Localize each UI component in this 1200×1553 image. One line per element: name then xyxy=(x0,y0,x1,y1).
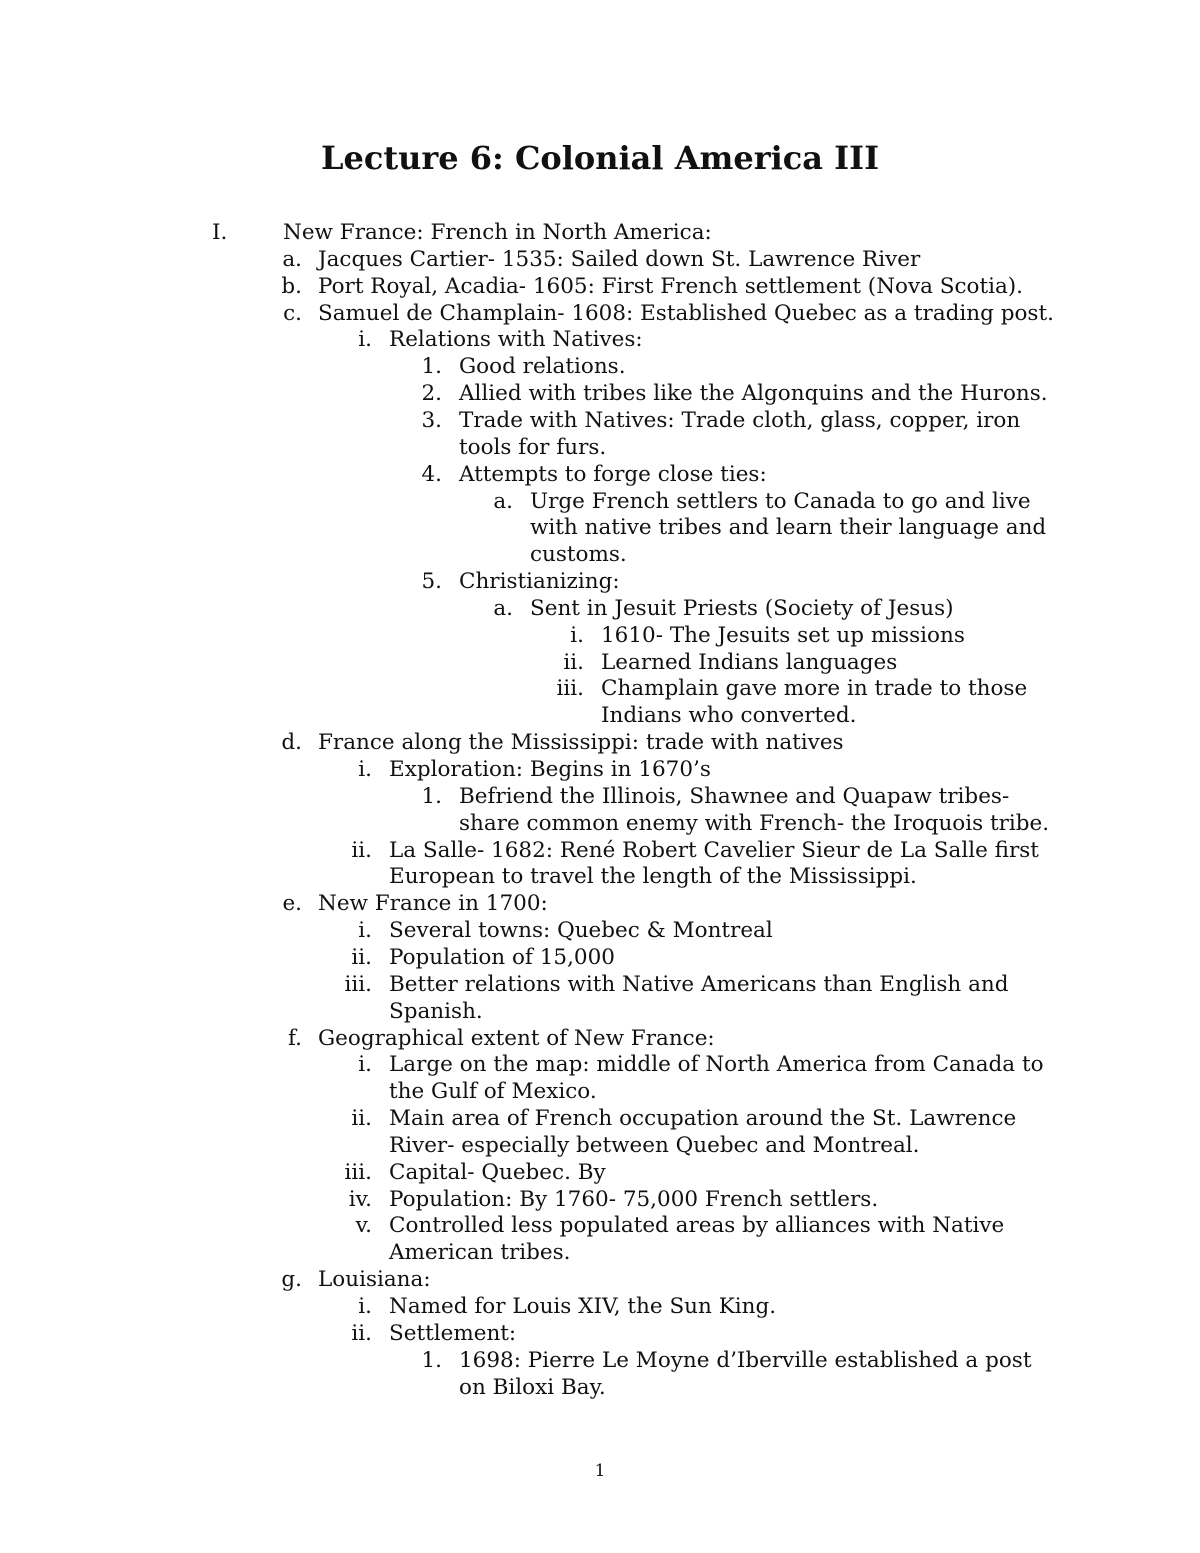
outline-marker: I. xyxy=(212,220,228,245)
outline-marker: i. xyxy=(358,918,372,944)
outline-line xyxy=(0,1133,1200,1160)
outline-line xyxy=(0,435,1200,462)
outline-text: Exploration: Begins in 1670’s xyxy=(389,757,711,782)
outline-line xyxy=(0,408,1200,435)
outline-text: Large on the map: middle of North America from Canada to xyxy=(389,1052,1044,1078)
outline-line xyxy=(0,918,1200,945)
outline-marker: i. xyxy=(358,1052,372,1078)
outline-text: Named for Louis XIV, the Sun King. xyxy=(389,1294,777,1319)
outline-marker: b. xyxy=(281,273,302,299)
outline-text: Champlain gave more in trade to those xyxy=(601,676,1028,702)
outline-marker: 1. xyxy=(421,354,442,380)
outline-line xyxy=(0,1052,1200,1079)
outline-line xyxy=(0,569,1200,596)
outline-marker: 4. xyxy=(421,461,442,487)
outline-line xyxy=(0,1026,1200,1053)
outline-text: Good relations. xyxy=(459,354,626,380)
outline-line xyxy=(0,542,1200,569)
outline-line xyxy=(0,703,1200,730)
page-number: 1 xyxy=(594,1461,606,1481)
outline-marker: a. xyxy=(493,595,513,621)
outline-line xyxy=(0,489,1200,516)
outline-text: Trade with Natives: Trade cloth, glass, copper, iron xyxy=(459,407,1021,433)
outline-line xyxy=(0,650,1200,677)
outline-marker: a. xyxy=(282,246,302,272)
outline-line xyxy=(0,1267,1200,1294)
outline-text: New France in 1700: xyxy=(318,891,548,917)
outline-line xyxy=(0,730,1200,757)
outline-text: Port Royal, Acadia- 1605: First French settlement (Nova Scotia). xyxy=(318,273,1024,299)
outline-text: Befriend the Illinois, Shawnee and Quapaw tribes- xyxy=(459,783,1010,809)
outline-marker: ii. xyxy=(351,944,372,970)
document-title: Lecture 6: Colonial America III xyxy=(320,139,880,177)
outline-text: Population of 15,000 xyxy=(389,944,615,970)
outline-line xyxy=(0,327,1200,354)
outline-text: France along the Mississippi: trade with natives xyxy=(318,730,844,756)
outline-line xyxy=(0,1213,1200,1240)
outline-line xyxy=(0,462,1200,489)
outline-text: customs. xyxy=(530,542,627,568)
outline-marker: 1. xyxy=(421,783,442,809)
outline-marker: i. xyxy=(358,757,372,782)
outline-text: Allied with tribes like the Algonquins and the Hurons. xyxy=(459,381,1048,407)
outline-line xyxy=(0,354,1200,381)
outline-line xyxy=(0,247,1200,274)
outline-marker: i. xyxy=(570,622,584,648)
outline-line xyxy=(0,891,1200,918)
outline-line xyxy=(0,1187,1200,1214)
outline-line xyxy=(0,972,1200,999)
outline-marker: i. xyxy=(358,1294,372,1319)
outline-line xyxy=(0,596,1200,623)
outline-line xyxy=(0,301,1200,328)
outline-marker: ii. xyxy=(351,837,372,863)
outline-marker: ii. xyxy=(351,1320,372,1346)
outline-marker: i. xyxy=(358,327,372,353)
outline-line xyxy=(0,274,1200,301)
outline-text: the Gulf of Mexico. xyxy=(389,1079,597,1105)
outline-line xyxy=(0,999,1200,1026)
outline-line xyxy=(0,220,1200,247)
outline-line xyxy=(0,623,1200,650)
outline-marker: iii. xyxy=(344,971,372,997)
outline-line xyxy=(0,1321,1200,1348)
outline-line xyxy=(0,811,1200,838)
outline-text: Better relations with Native Americans than English and xyxy=(389,971,1009,997)
outline-text: European to travel the length of the Mississippi. xyxy=(389,864,917,890)
outline-text: Capital- Quebec. By xyxy=(389,1159,606,1185)
outline-text: Relations with Natives: xyxy=(389,327,643,353)
outline-marker: 1. xyxy=(421,1347,442,1373)
outline-marker: g. xyxy=(281,1267,302,1293)
outline-text: Settlement: xyxy=(389,1320,517,1346)
outline-text: Jacques Cartier- 1535: Sailed down St. Lawrence River xyxy=(318,246,921,272)
outline-text: Attempts to forge close ties: xyxy=(459,461,767,487)
outline-marker: iv. xyxy=(348,1186,372,1212)
outline-text: 1698: Pierre Le Moyne d’Iberville established a post xyxy=(459,1347,1032,1373)
outline-line xyxy=(0,1079,1200,1106)
outline-line xyxy=(0,838,1200,865)
outline-text: Several towns: Quebec & Montreal xyxy=(389,918,773,944)
outline-text: Population: By 1760- 75,000 French settlers. xyxy=(389,1186,879,1212)
outline-line xyxy=(0,757,1200,784)
outline-text: American tribes. xyxy=(389,1240,571,1266)
outline-text: Main area of French occupation around the St. Lawrence xyxy=(389,1106,1017,1132)
outline-text: Sent in Jesuit Priests (Society of Jesus) xyxy=(530,595,954,621)
outline-text: River- especially between Quebec and Montreal. xyxy=(389,1132,920,1158)
outline-marker: iii. xyxy=(344,1159,372,1185)
outline-marker: iii. xyxy=(556,676,584,702)
outline-marker: 5. xyxy=(421,569,442,595)
outline-line xyxy=(0,381,1200,408)
outline-text: on Biloxi Bay. xyxy=(459,1374,606,1400)
outline-marker: a. xyxy=(493,488,513,514)
outline-text: Indians who converted. xyxy=(601,703,857,729)
outline-marker: ii. xyxy=(351,1106,372,1132)
outline-text: Urge French settlers to Canada to go and live xyxy=(530,488,1031,514)
outline-text: New France: French in North America: xyxy=(283,220,712,245)
outline-line xyxy=(0,1375,1200,1402)
outline-line xyxy=(0,864,1200,891)
outline-line xyxy=(0,515,1200,542)
outline-marker: 3. xyxy=(421,407,442,433)
outline-text: Christianizing: xyxy=(459,569,620,595)
outline-text: Geographical extent of New France: xyxy=(318,1025,715,1051)
outline-marker: c. xyxy=(283,300,302,326)
outline-line xyxy=(0,1294,1200,1321)
outline-line xyxy=(0,1160,1200,1187)
outline-text: with native tribes and learn their language and xyxy=(530,515,1047,541)
outline-text: Samuel de Champlain- 1608: Established Quebec as a trading post. xyxy=(318,300,1054,326)
outline-text: share common enemy with French- the Iroquois tribe. xyxy=(459,810,1050,836)
outline-text: Louisiana: xyxy=(318,1267,431,1293)
outline-marker: ii. xyxy=(563,649,584,675)
outline-marker: v. xyxy=(355,1213,372,1239)
outline-text: Learned Indians languages xyxy=(601,649,898,675)
outline-text: 1610- The Jesuits set up missions xyxy=(601,622,965,648)
outline-line xyxy=(0,784,1200,811)
outline-text: La Salle- 1682: René Robert Cavelier Sieur de La Salle first xyxy=(389,837,1039,863)
outline-line xyxy=(0,1106,1200,1133)
outline-line xyxy=(0,676,1200,703)
outline-marker: d. xyxy=(281,730,302,756)
outline-line xyxy=(0,1240,1200,1267)
outline-line xyxy=(0,945,1200,972)
outline-text: tools for furs. xyxy=(459,434,607,460)
outline-text: Controlled less populated areas by alliances with Native xyxy=(389,1213,1005,1239)
outline-marker: f. xyxy=(287,1025,302,1051)
outline-line xyxy=(0,1348,1200,1375)
outline-text: Spanish. xyxy=(389,998,483,1024)
outline-marker: 2. xyxy=(421,381,442,407)
outline-marker: e. xyxy=(282,891,302,917)
